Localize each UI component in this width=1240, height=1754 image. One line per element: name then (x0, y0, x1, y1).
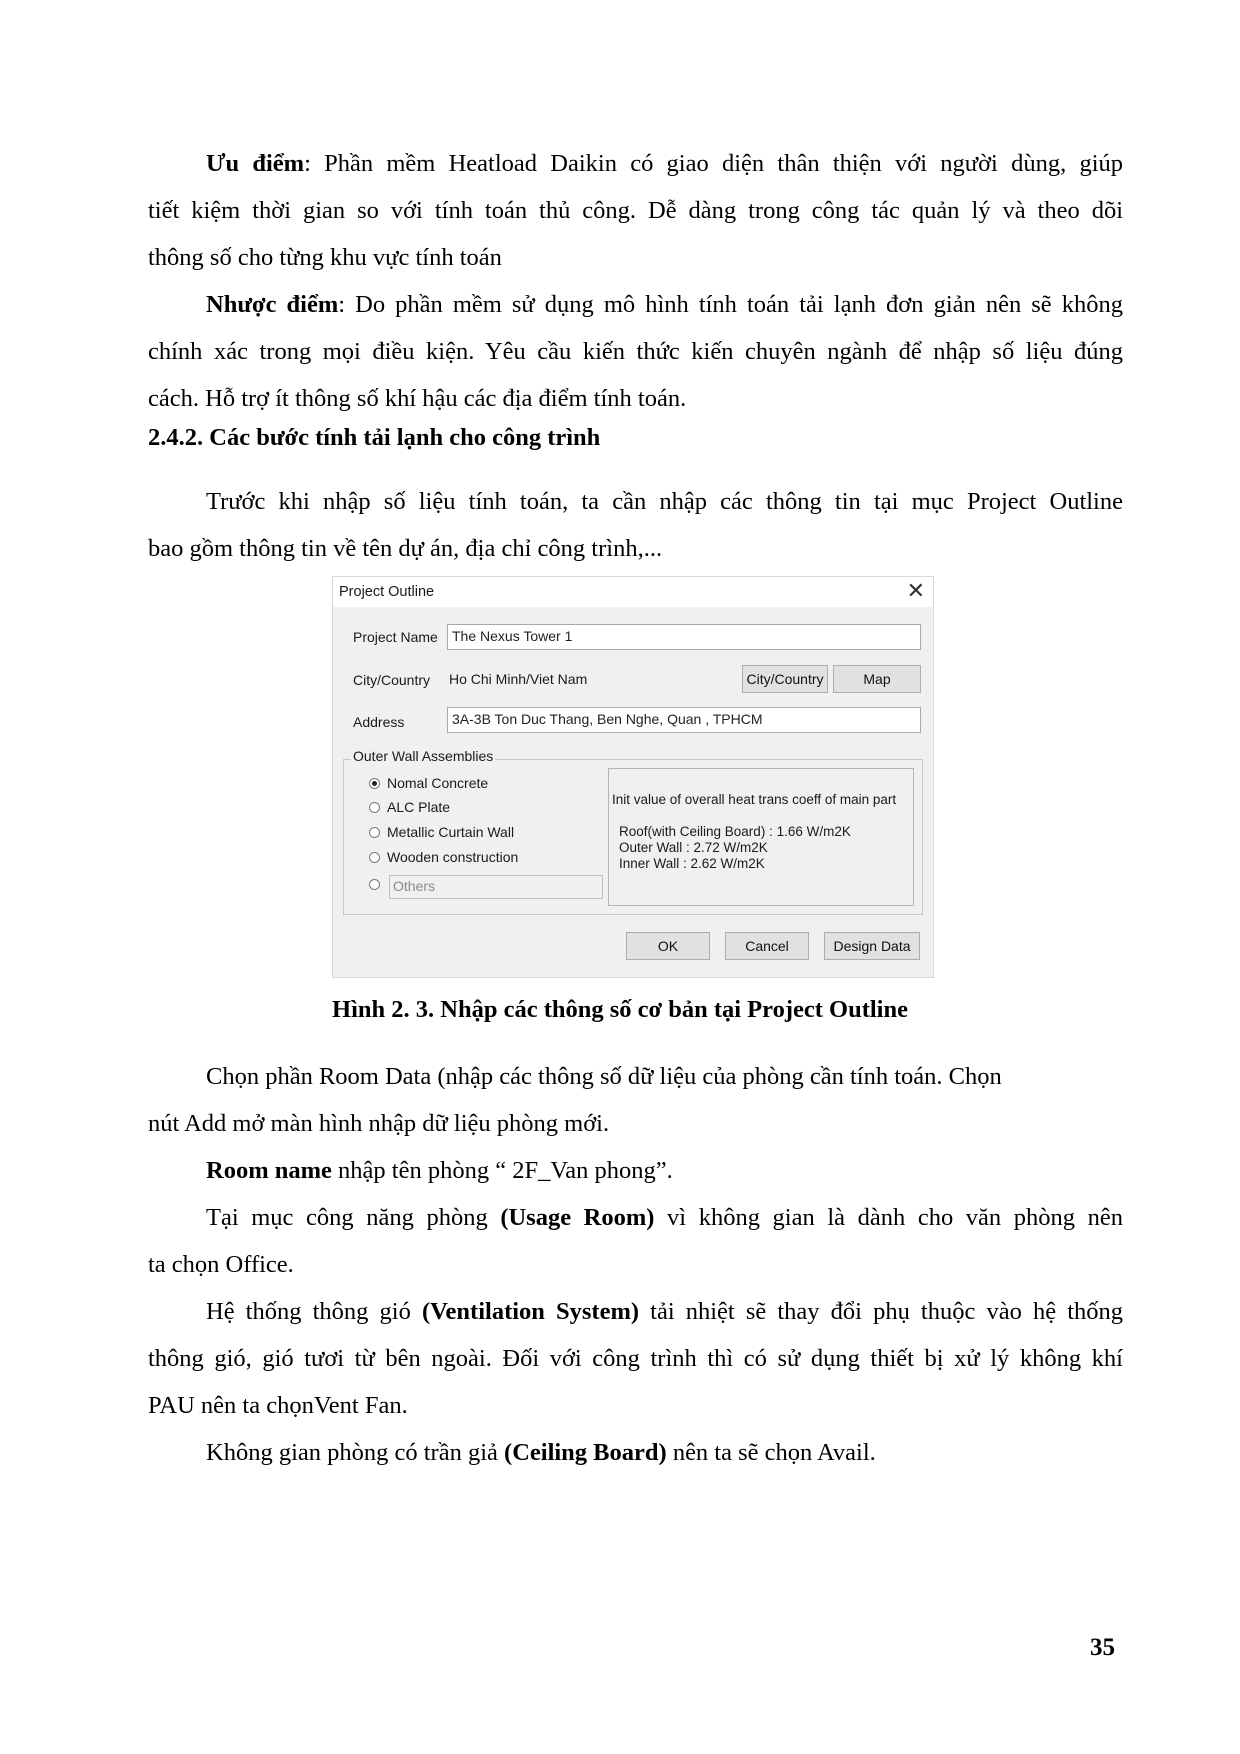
paragraph-room-name (148, 1147, 1123, 1194)
radio-label: Metallic Curtain Wall (387, 824, 515, 840)
radio-icon[interactable] (369, 802, 380, 813)
paragraph-ceiling-board (148, 1429, 1123, 1476)
term-ceiling-board: (Ceiling Board) (504, 1439, 667, 1466)
paragraph-line: PAU nên ta chọnVent Fan. (148, 1392, 408, 1419)
others-input[interactable]: Others (389, 875, 603, 899)
paragraph-disadvantages (148, 281, 1123, 422)
text: Hệ thống thông gió (206, 1298, 422, 1325)
term-room-name: Room name (206, 1157, 332, 1184)
text: nên ta sẽ chọn Avail. (666, 1439, 876, 1466)
project-name-label: Project Name (353, 629, 438, 645)
paragraph-line: Trước khi nhập số liệu tính toán, ta cần nhập các thông tin tại mục Project Outline (206, 488, 1123, 515)
paragraph-line: bao gồm thông tin về tên dự án, địa chỉ công trình,... (148, 535, 663, 562)
text: vì không gian là dành cho văn phòng nên (654, 1204, 1124, 1231)
radio-selected-icon[interactable] (369, 778, 380, 789)
design-data-button[interactable]: Design Data (824, 932, 920, 960)
city-country-button[interactable]: City/Country (742, 665, 828, 693)
paragraph-line: ta chọn Office. (148, 1251, 294, 1278)
paragraph-line (148, 1288, 1123, 1335)
address-input[interactable]: 3A-3B Ton Duc Thang, Ben Nghe, Quan , TPHCM (447, 707, 921, 733)
figure-caption: Hình 2. 3. Nhập các thông số cơ bản tại Project Outline (332, 996, 908, 1023)
paragraph-line: nút Add mở màn hình nhập dữ liệu phòng mới. (148, 1110, 610, 1137)
paragraph-line: chính xác trong mọi điều kiện. Yêu cầu kiến thức kiến chuyên ngành để nhập số liệu đúng (148, 338, 1123, 365)
paragraph-line (148, 281, 1123, 328)
paragraph-line (148, 1429, 1123, 1476)
info-inner-wall: Inner Wall : 2.62 W/m2K (619, 856, 765, 871)
section-heading: 2.4.2. Các bước tính tải lạnh cho công trình (148, 424, 601, 451)
map-button[interactable]: Map (833, 665, 921, 693)
paragraph-room-data (148, 1053, 1123, 1147)
project-name-input[interactable]: The Nexus Tower 1 (447, 624, 921, 650)
cancel-button[interactable]: Cancel (725, 932, 809, 960)
term-advantages: Ưu điểm (206, 150, 305, 177)
text: : Do phần mềm sử dụng mô hình tính toán tải lạnh đơn giản nên sẽ không (338, 291, 1123, 318)
heat-coeff-info-panel (608, 768, 914, 906)
paragraph-line: thông gió, gió tươi từ bên ngoài. Đối với công trình thì có sử dụng thiết bị xử lý không khí (148, 1345, 1123, 1372)
paragraph-line: thông số cho từng khu vực tính toán (148, 244, 502, 271)
text: nhập tên phòng “ 2F_Van phong”. (331, 1157, 673, 1184)
paragraph-advantages (148, 140, 1123, 281)
paragraph-ventilation (148, 1288, 1123, 1429)
radio-icon[interactable] (369, 852, 380, 863)
term-ventilation-system: (Ventilation System) (421, 1298, 640, 1325)
paragraph-line (148, 1194, 1123, 1241)
text: tải nhiệt sẽ thay đổi phụ thuộc vào hệ thống (639, 1298, 1123, 1325)
paragraph-line (148, 1147, 1123, 1194)
radio-icon[interactable] (369, 827, 380, 838)
radio-icon[interactable] (369, 879, 380, 890)
radio-label: Nomal Concrete (387, 775, 489, 791)
paragraph-line: tiết kiệm thời gian so với tính toán thủ công. Dễ dàng trong công tác quản lý và theo dõi (148, 197, 1123, 224)
page-number: 35 (1090, 1634, 1115, 1661)
ok-button[interactable]: OK (626, 932, 710, 960)
outer-wall-group-title: Outer Wall Assemblies (353, 748, 494, 764)
paragraph-usage-room (148, 1194, 1123, 1288)
city-country-label: City/Country (353, 672, 431, 688)
city-country-value: Ho Chi Minh/Viet Nam (449, 671, 588, 687)
paragraph-line: Chọn phần Room Data (nhập các thông số dữ liệu của phòng cần tính toán. Chọn (206, 1063, 1002, 1090)
address-label: Address (353, 714, 405, 730)
info-roof: Roof(with Ceiling Board) : 1.66 W/m2K (619, 824, 851, 839)
dialog-title: Project Outline (339, 584, 435, 600)
close-icon[interactable]: ✕ (906, 578, 925, 603)
project-outline-dialog (332, 576, 934, 978)
paragraph-line (148, 140, 1123, 187)
paragraph-intro (148, 478, 1123, 572)
dialog-titlebar (333, 577, 933, 607)
text: Tại mục công năng phòng (206, 1204, 501, 1231)
info-outer-wall: Outer Wall : 2.72 W/m2K (619, 840, 768, 855)
text: Không gian phòng có trần giả (206, 1439, 505, 1466)
term-disadvantages: Nhược điểm (206, 291, 339, 318)
radio-label: ALC Plate (387, 799, 451, 815)
term-usage-room: (Usage Room) (500, 1204, 655, 1231)
info-title: Init value of overall heat trans coeff of main part (612, 792, 897, 807)
text: : Phần mềm Heatload Daikin có giao diện thân thiện với người dùng, giúp (304, 150, 1123, 177)
radio-label: Wooden construction (387, 849, 519, 865)
paragraph-line: cách. Hỗ trợ ít thông số khí hậu các địa điểm tính toán. (148, 385, 687, 412)
